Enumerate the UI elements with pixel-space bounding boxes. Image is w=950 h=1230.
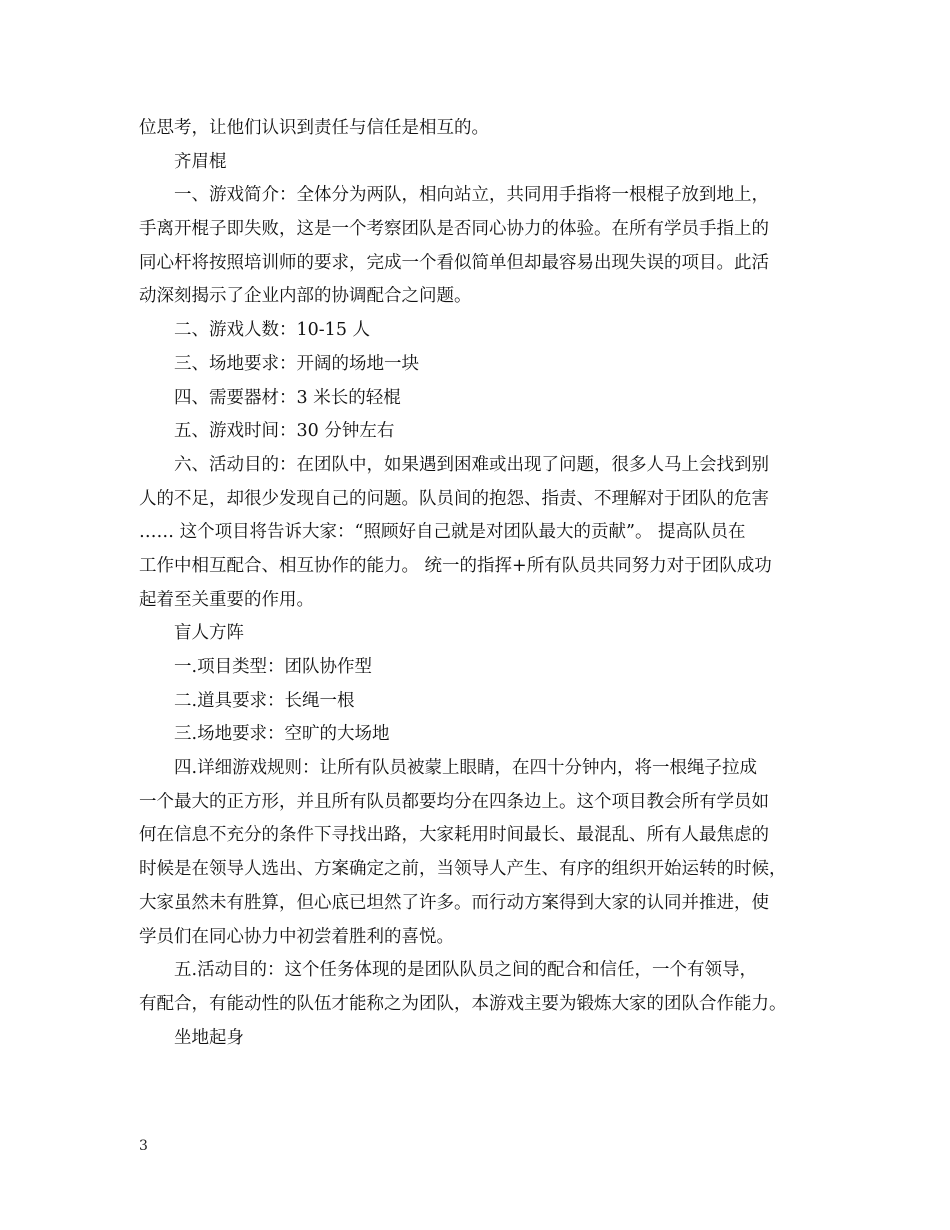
text-line: 四、需要器材：3 米长的轻棍 (174, 387, 401, 408)
text-line: 三、场地要求：开阔的场地一块 (174, 353, 419, 374)
document-body (139, 112, 829, 1055)
text-line: 何在信息不充分的条件下寻找出路，大家耗用时间最长、最混乱、所有人最焦虑的 (139, 825, 769, 846)
text-line: 二.道具要求：长绳一根 (174, 690, 355, 711)
text-line: 手离开棍子即失败，这是一个考察团队是否同心协力的体验。在所有学员手指上的 (139, 219, 769, 240)
text-line: 二、游戏人数：10-15 人 (174, 320, 371, 341)
text-line: 坐地起身 (174, 1027, 244, 1048)
text-line: 位思考，让他们认识到责任与信任是相互的。 (139, 118, 489, 138)
text-line: 一、游戏简介：全体分为两队，相向站立，共同用手指将一根棍子放到地上， (174, 185, 769, 206)
text-line: 同心杆将按照培训师的要求，完成一个看似简单但却最容易出现失误的项目。此活 (139, 252, 769, 273)
text-line: 一个最大的正方形，并且所有队员都要均分在四条边上。这个项目教会所有学员如 (139, 791, 769, 812)
text-line: 三.场地要求：空旷的大场地 (174, 724, 390, 745)
text-line: 齐眉棍 (174, 151, 227, 172)
text-line: 起着至关重要的作用。 (139, 589, 314, 610)
text-line: 工作中相互配合、相互协作的能力。 统一的指挥+所有队员共同努力对于团队成功 (139, 555, 772, 576)
text-line: 六、活动目的：在团队中，如果遇到困难或出现了问题，很多人马上会找到别 (174, 454, 769, 475)
text-line: 四.详细游戏规则：让所有队员被蒙上眼睛，在四十分钟内，将一根绳子拉成 (174, 758, 758, 779)
text-line: 五.活动目的：这个任务体现的是团队队员之间的配合和信任，一个有领导， (174, 960, 758, 981)
text-line: 人的不足，却很少发现自己的问题。队员间的抱怨、指责、不理解对于团队的危害 (139, 488, 769, 509)
text-line: 一.项目类型：团队协作型 (174, 657, 373, 677)
text-line: 有配合，有能动性的队伍才能称之为团队，本游戏主要为锻炼大家的团队合作能力。 (139, 993, 787, 1014)
text-line: 五、游戏时间：30 分钟左右 (174, 421, 395, 442)
text-line: …… 这个项目将告诉大家：“照顾好自己就是对团队最大的贡献”。 提高队员在 (139, 522, 746, 543)
text-line: 大家虽然未有胜算，但心底已坦然了许多。而行动方案得到大家的认同并推进，使 (139, 892, 769, 913)
text-line: 时候是在领导人选出、方案确定之前，当领导人产生、有序的组织开始运转的时候， (139, 859, 787, 880)
text-line: 动深刻揭示了企业内部的协调配合之问题。 (139, 286, 472, 307)
page-number: 3 (139, 1138, 148, 1154)
text-line: 学员们在同心协力中初尝着胜利的喜悦。 (139, 926, 454, 947)
text-line: 盲人方阵 (174, 623, 244, 644)
